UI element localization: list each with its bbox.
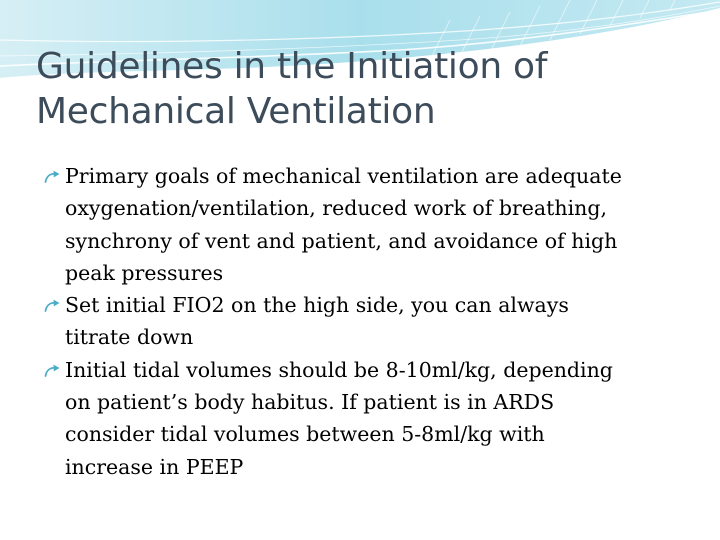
bullet-text-line: peak pressures [65, 260, 224, 285]
bullet-item [44, 289, 684, 354]
bullet-item [44, 354, 684, 483]
slide-title-line: Guidelines in the Initiation of [36, 46, 548, 87]
slide-title-line: Mechanical Ventilation [36, 91, 436, 132]
curved-arrow-bullet-icon [44, 299, 61, 313]
slide-title [36, 44, 696, 134]
bullet-text-line: Primary goals of mechanical ventilation are adequate [65, 164, 622, 188]
bullet-text-line: titrate down [65, 325, 194, 350]
curved-arrow-bullet-icon [44, 170, 61, 184]
bullet-text-line: increase in PEEP [65, 454, 244, 479]
bullet-text-line: oxygenation/ventilation, reduced work of breathing, [65, 196, 607, 221]
bullet-text-line: consider tidal volumes between 5-8ml/kg with [65, 422, 545, 447]
curved-arrow-bullet-icon [44, 364, 61, 378]
bullet-text-line: on patient’s body habitus. If patient is in ARDS [65, 390, 555, 415]
bullet-item [44, 160, 684, 289]
bullet-text-line: synchrony of vent and patient, and avoidance of high [65, 228, 618, 253]
bullet-text-line: Initial tidal volumes should be 8-10ml/kg, depending [65, 357, 613, 382]
bullet-list [44, 160, 684, 483]
bullet-text-line: Set initial FIO2 on the high side, you can always [65, 293, 569, 318]
